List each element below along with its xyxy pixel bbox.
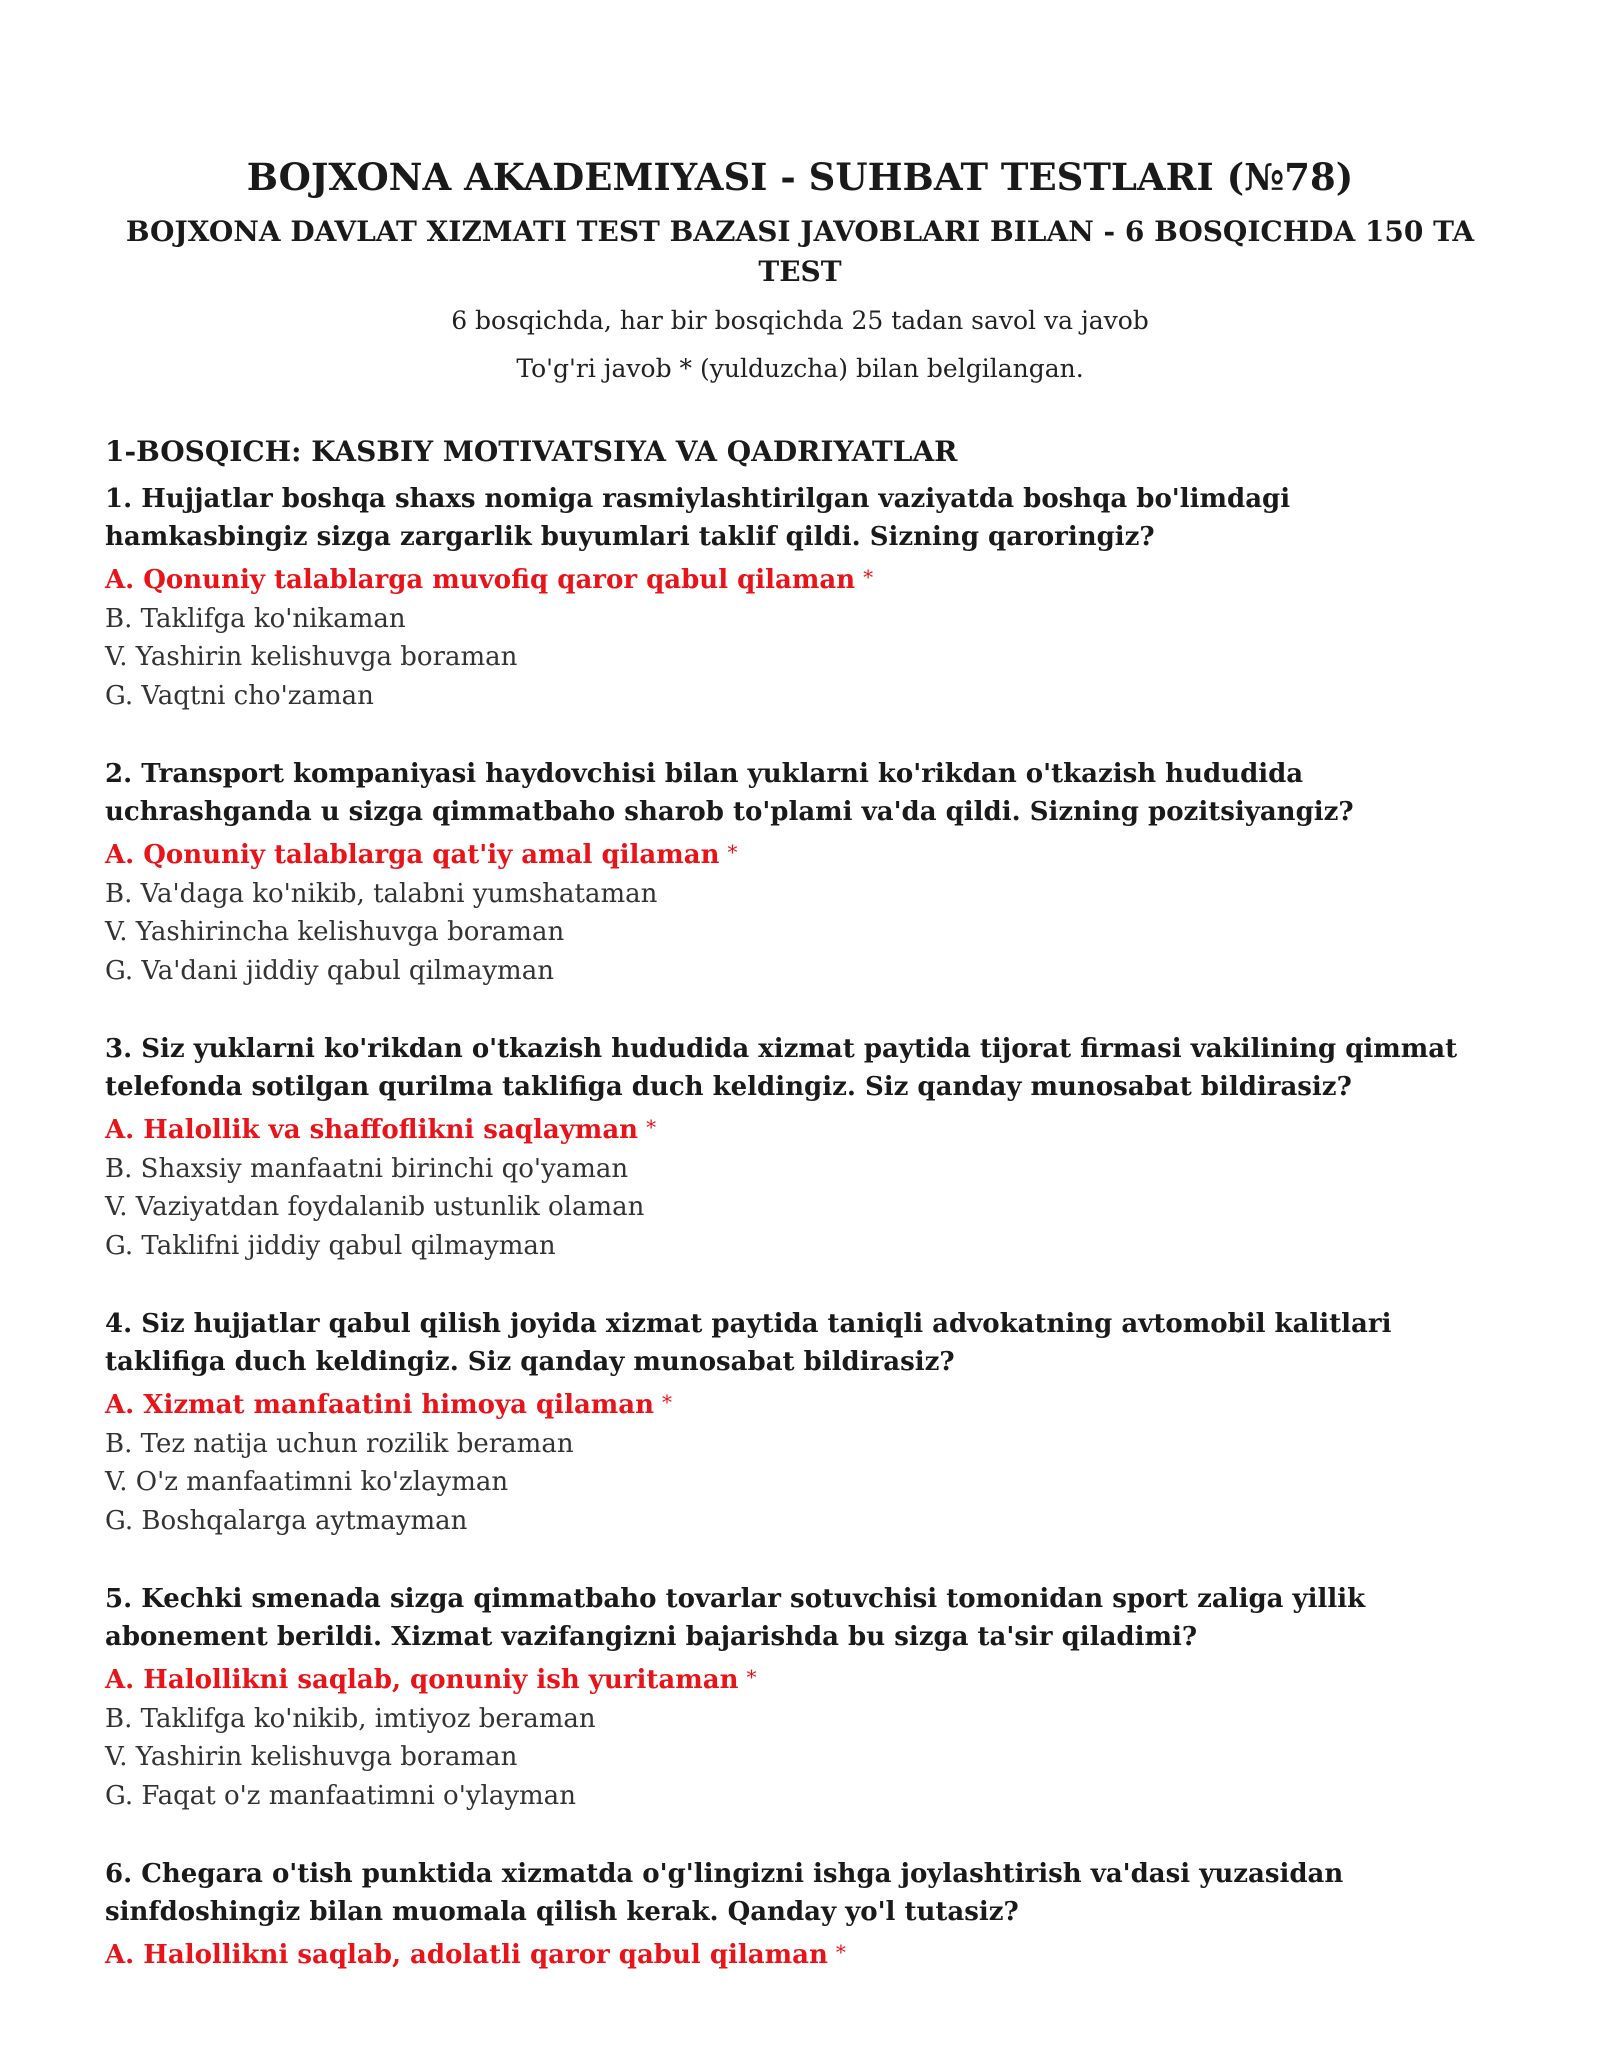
question-text: 3. Siz yuklarni ko'rikdan o'tkazish hududida xizmat paytida tijorat firmasi vakilining qimmat telefonda sotilgan qurilma taklifiga duch keldingiz. Siz qanday munosabat bildirasiz? — [105, 1034, 1458, 1102]
answer-v: V. Yashirin kelishuvga boraman — [105, 642, 518, 672]
document-title: BOJXONA AKADEMIYASI - SUHBAT TESTLARI (№78) — [246, 155, 1354, 199]
answer-label: A. Halollikni saqlab, qonuniy ish yuritaman — [105, 1665, 739, 1695]
answer-a-correct — [105, 1658, 1495, 1700]
question-text: 4. Siz hujjatlar qabul qilish joyida xizmat paytida taniqli advokatning avtomobil kalitlari taklifiga duch keldingiz. Siz qanday munosabat bildirasiz? — [105, 1309, 1392, 1377]
answer-b: B. Taklifga ko'nikaman — [105, 603, 406, 634]
answer-v: V. Vaziyatdan foydalanib ustunlik olaman — [105, 1192, 645, 1222]
question-list — [105, 480, 1495, 1975]
answer-a-correct — [105, 1383, 1495, 1425]
answer-g: G. Vaqtni cho'zaman — [105, 680, 374, 711]
section-title: 1-BOSQICH: KASBIY MOTIVATSIYA VA QADRIYATLAR — [105, 435, 958, 468]
question-text: 5. Kechki smenada sizga qimmatbaho tovarlar sotuvchisi tomonidan sport zaliga yillik abonement berildi. Xizmat vazifangizni bajarishda bu sizga ta'sir qiladimi? — [105, 1584, 1366, 1652]
question-5 — [105, 1580, 1495, 1815]
answer-g: G. Boshqalarga aytmayman — [105, 1505, 468, 1536]
correct-star-icon: * — [646, 1115, 657, 1139]
document-subtitle: BOJXONA DAVLAT XIZMATI TEST BAZASI JAVOBLARI BILAN - 6 BOSQICHDA 150 TA TEST — [125, 215, 1475, 288]
question-text: 2. Transport kompaniyasi haydovchisi bilan yuklarni ko'rikdan o'tkazish hududida uchrashganda u sizga qimmatbaho sharob to'plami va'da qildi. Sizning pozitsiyangiz? — [105, 759, 1354, 827]
correct-star-icon: * — [835, 1940, 846, 1964]
correct-star-icon: * — [727, 840, 738, 864]
answer-label: A. Halollikni saqlab, adolatli qaror qabul qilaman — [105, 1940, 828, 1970]
answer-b: B. Tez natija uchun rozilik beraman — [105, 1428, 574, 1459]
question-6 — [105, 1855, 1495, 1975]
answer-label: A. Qonuniy talablarga muvofiq qaror qabul qilaman — [105, 565, 856, 595]
answer-label: A. Halollik va shaffoflikni saqlayman — [105, 1115, 639, 1145]
answer-g: G. Va'dani jiddiy qabul qilmayman — [105, 955, 554, 986]
answer-label: A. Xizmat manfaatini himoya qilaman — [105, 1390, 655, 1420]
correct-star-icon: * — [662, 1390, 673, 1414]
correct-star-icon: * — [863, 565, 874, 589]
info-line-correct-answer-note: To'g'ri javob * (yulduzcha) bilan belgilangan. — [516, 354, 1084, 383]
answer-v: V. Yashirincha kelishuvga boraman — [105, 917, 565, 947]
answer-a-correct — [105, 558, 1495, 600]
correct-star-icon: * — [746, 1665, 757, 1689]
question-3 — [105, 1030, 1495, 1265]
question-2 — [105, 755, 1495, 990]
info-line-stages: 6 bosqichda, har bir bosqichda 25 tadan savol va javob — [451, 306, 1149, 335]
question-text: 6. Chegara o'tish punktida xizmatda o'g'lingizni ishga joylashtirish va'dasi yuzasidan sinfdoshingiz bilan muomala qilish kerak. Qanday yo'l tutasiz? — [105, 1859, 1344, 1927]
answer-a-correct — [105, 833, 1495, 875]
answer-label: A. Qonuniy talablarga qat'iy amal qilaman — [105, 840, 720, 870]
question-4 — [105, 1305, 1495, 1540]
answer-v: V. O'z manfaatimni ko'zlayman — [105, 1467, 509, 1497]
answer-g: G. Taklifni jiddiy qabul qilmayman — [105, 1230, 556, 1261]
answer-b: B. Va'daga ko'nikib, talabni yumshataman — [105, 878, 658, 909]
answer-g: G. Faqat o'z manfaatimni o'ylayman — [105, 1780, 576, 1811]
question-text: 1. Hujjatlar boshqa shaxs nomiga rasmiylashtirilgan vaziyatda boshqa bo'limdagi hamkasbingiz sizga zargarlik buyumlari taklif qildi. Sizning qaroringiz? — [105, 484, 1291, 552]
answer-a-correct — [105, 1108, 1495, 1150]
answer-v: V. Yashirin kelishuvga boraman — [105, 1742, 518, 1772]
question-1 — [105, 480, 1495, 715]
answer-b: B. Shaxsiy manfaatni birinchi qo'yaman — [105, 1153, 629, 1184]
answer-b: B. Taklifga ko'nikib, imtiyoz beraman — [105, 1703, 596, 1734]
answer-a-correct — [105, 1933, 1495, 1975]
